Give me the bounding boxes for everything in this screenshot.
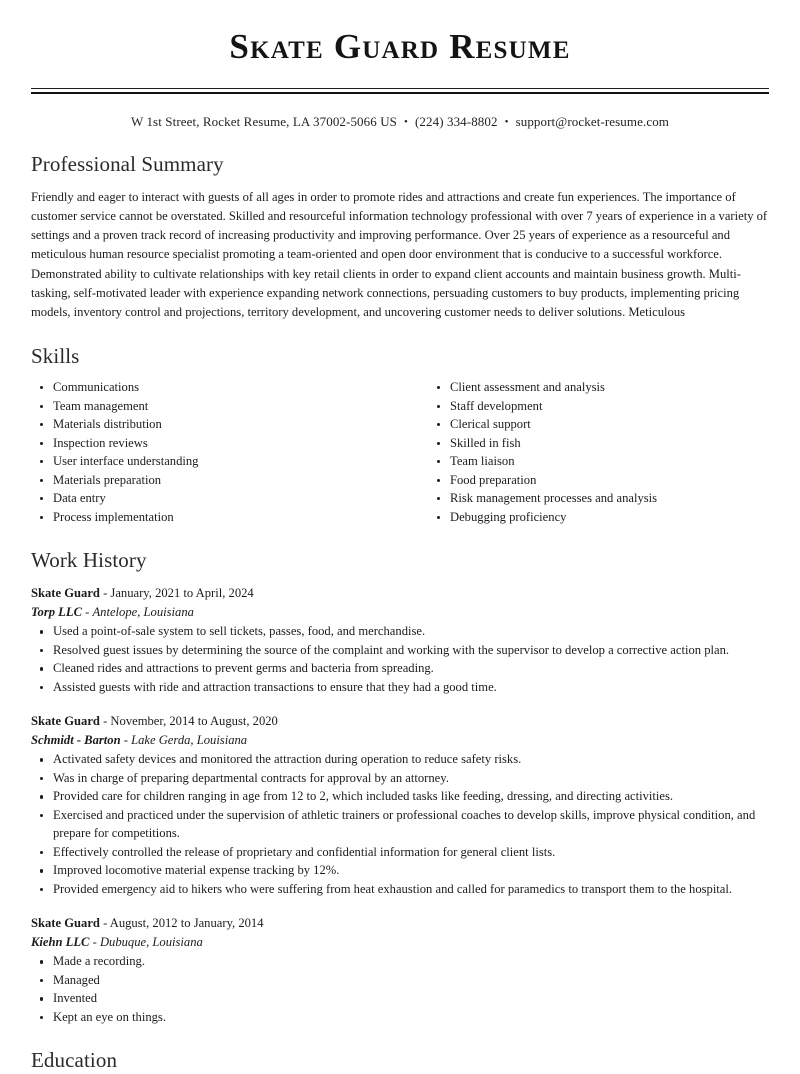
summary-text: Friendly and eager to interact with guests of all ages in order to promote rides and attractions and create fun experiences. The importance of customer service cannot be overstated. Skilled and resourceful information technology professional with over 7 years of experience in a variety of settings and a proven track record of increasing productivity and improving performance. Over 25 years of experience as a resourceful and meticulous human resource specialist promoting a team-oriented and open door environment that is conducive to a successful workforce. Demonstrated ability to cultivate relationships with key retail clients in order to expand client accounts and maintain business growth. Multi-tasking, self-motivated leader with experience expanding network connections, persuading customers to buy products, implementing pricing models, inventory control and projections, territory development, and uncovering customer needs to deliver solutions. Meticulous [31, 189, 768, 319]
job-bullet-item: Provided care for children ranging in age from 12 to 2, which included tasks like feeding, dressing, and directing activities. [31, 787, 769, 806]
skill-item: User interface understanding [31, 452, 400, 471]
job-bullet-item: Managed [31, 971, 769, 990]
contact-phone[interactable]: (224) 334-8802 [414, 113, 498, 129]
page-title: Skate Guard Resume [229, 27, 571, 66]
job-title-line [31, 712, 769, 731]
job-company-line [31, 933, 769, 952]
job-list [31, 584, 769, 1026]
job-company: Schmidt - Barton [31, 733, 121, 748]
job-title-line [31, 914, 769, 933]
job-separator: - [120, 733, 132, 748]
job-title-line [31, 584, 769, 603]
contact-line [31, 114, 769, 130]
skills-column-right [400, 378, 769, 526]
work-history-section [31, 548, 769, 1026]
job-separator: - [89, 935, 100, 950]
skill-item: Communications [31, 378, 400, 397]
skills-column-left [31, 378, 400, 526]
job-bullet-list [31, 952, 769, 1026]
skills-list-left [31, 378, 400, 526]
section-heading-education: Education [31, 1048, 118, 1073]
skill-item: Materials distribution [31, 415, 400, 434]
education-section [31, 1048, 769, 1073]
job-separator: - [81, 605, 93, 620]
skills-list-right [428, 378, 769, 526]
skill-item: Debugging proficiency [428, 508, 769, 527]
job-entry [31, 914, 769, 1026]
job-title: Skate Guard [31, 916, 100, 931]
job-location: Lake Gerda, Louisiana [131, 733, 248, 748]
skill-item: Data entry [31, 489, 400, 508]
job-bullet-item: Was in charge of preparing departmental contracts for approval by an attorney. [31, 769, 769, 788]
job-bullet-item: Used a point-of-sale system to sell tickets, passes, food, and merchandise. [31, 622, 769, 641]
divider-line-bottom [31, 92, 769, 94]
job-company: Torp LLC [31, 605, 82, 620]
job-bullet-item: Improved locomotive material expense tracking by 12%. [31, 861, 769, 880]
job-bullet-list [31, 622, 769, 696]
job-title: Skate Guard [31, 586, 100, 601]
job-company: Kiehn LLC [31, 935, 90, 950]
job-bullet-item: Activated safety devices and monitored the attraction during operation to reduce safety risks. [31, 750, 769, 769]
skills-section [31, 344, 769, 526]
job-title: Skate Guard [31, 714, 100, 729]
contact-separator: • [504, 115, 509, 128]
job-bullet-item: Kept an eye on things. [31, 1008, 769, 1027]
section-heading-work-history: Work History [31, 548, 147, 573]
job-bullet-item: Assisted guests with ride and attraction transactions to ensure that they had a good time. [31, 678, 769, 697]
job-entry [31, 584, 769, 696]
skill-item: Client assessment and analysis [428, 378, 769, 397]
job-dates: - November, 2014 to August, 2020 [99, 714, 278, 729]
job-bullet-list [31, 750, 769, 898]
skill-item: Team management [31, 397, 400, 416]
skill-item: Inspection reviews [31, 434, 400, 453]
job-bullet-item: Exercised and practiced under the supervision of athletic trainers or professional coaches to develop skills, improve physical condition, and prepare for competitions. [31, 806, 769, 843]
job-dates: - January, 2021 to April, 2024 [99, 586, 254, 601]
header-divider [31, 88, 769, 94]
job-company-line [31, 603, 769, 622]
contact-separator: • [404, 115, 408, 128]
contact-email[interactable]: support@rocket-resume.com [515, 113, 670, 129]
job-bullet-item: Cleaned rides and attractions to prevent germs and bacteria from spreading. [31, 659, 769, 678]
section-heading-skills: Skills [31, 344, 80, 369]
contact-address: W 1st Street, Rocket Resume, LA 37002-5066 US [130, 113, 398, 129]
professional-summary-section [31, 152, 769, 323]
job-bullet-item: Effectively controlled the release of proprietary and confidential information for general client lists. [31, 843, 769, 862]
skill-item: Materials preparation [31, 471, 400, 490]
skill-item: Team liaison [428, 452, 769, 471]
job-company-line [31, 731, 769, 750]
job-bullet-item: Made a recording. [31, 952, 769, 971]
skill-item: Skilled in fish [428, 434, 769, 453]
job-bullet-item: Provided emergency aid to hikers who were suffering from heat exhaustion and called for paramedics to transport them to the hospital. [31, 880, 769, 899]
skill-item: Clerical support [428, 415, 769, 434]
skill-item: Process implementation [31, 508, 400, 527]
job-location: Antelope, Louisiana [92, 605, 194, 620]
job-bullet-item: Resolved guest issues by determining the source of the complaint and working with the supervisor to develop a corrective action plan. [31, 641, 769, 660]
skill-item: Risk management processes and analysis [428, 489, 769, 508]
job-entry [31, 712, 769, 898]
skill-item: Food preparation [428, 471, 769, 490]
job-location: Dubuque, Louisiana [99, 935, 203, 950]
job-dates: - August, 2012 to January, 2014 [99, 916, 264, 931]
section-heading-summary: Professional Summary [31, 151, 224, 176]
skill-item: Staff development [428, 397, 769, 416]
job-bullet-item: Invented [31, 989, 769, 1008]
